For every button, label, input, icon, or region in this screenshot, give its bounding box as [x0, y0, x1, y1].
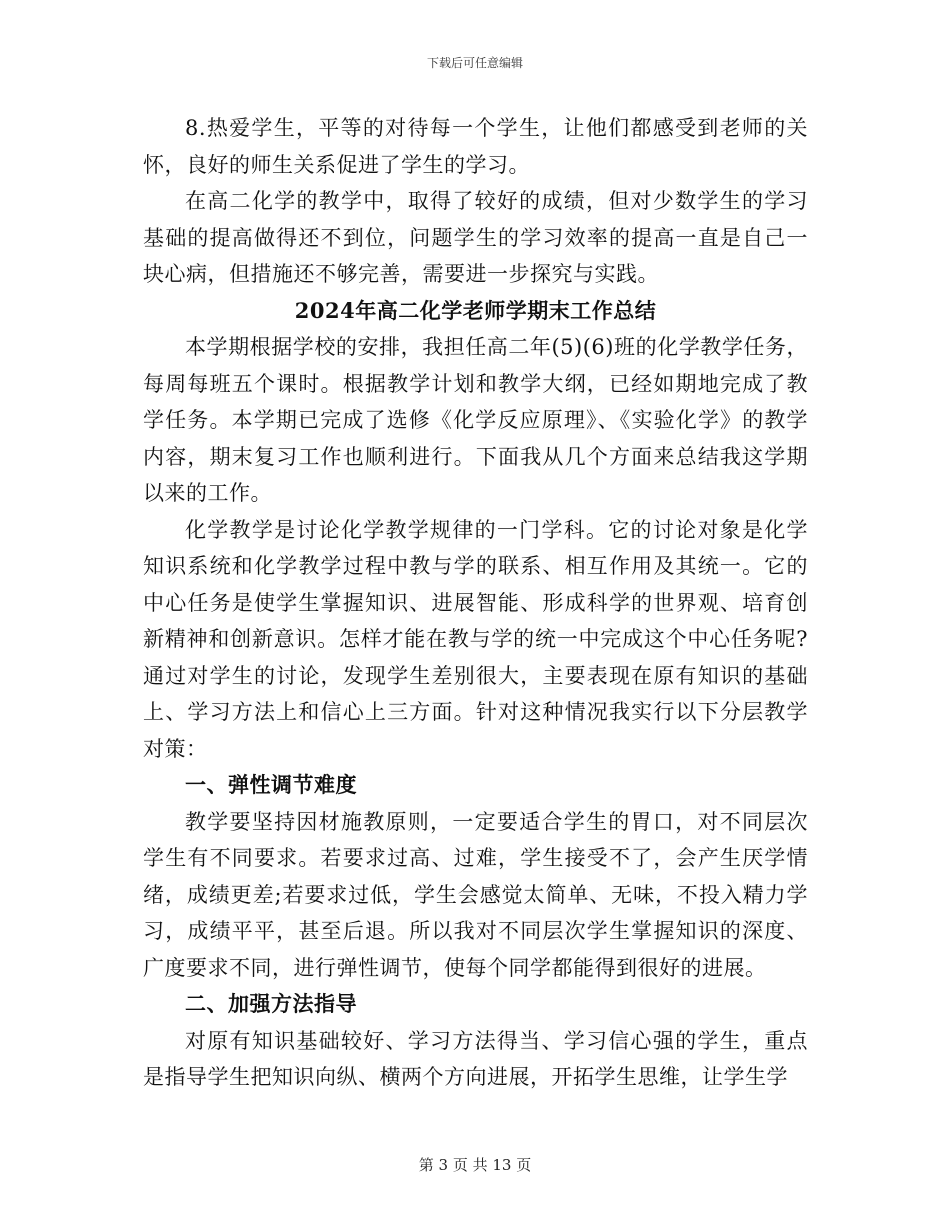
- paragraph: 化学教学是讨论化学教学规律的一门学科。它的讨论对象是化学知识系统和化学教学过程中教与学的联系、相互作用及其统一。它的中心任务是使学生掌握知识、进展智能、形成科学的世界观、培育创新精神和创新意识。怎样才能在教与学的统一中完成这个中心任务呢?通过对学生的讨论，发现学生差别很大，主要表现在原有知识的基础上、学习方法上和信心上三方面。针对这种情况我实行以下分层教学对策：: [143, 517, 808, 761]
- section-heading: 二、加强方法指导: [185, 991, 357, 1016]
- paragraph: 教学要坚持因材施教原则，一定要适合学生的胃口，对不同层次学生有不同要求。若要求过高、过难，学生接受不了，会产生厌学情绪，成绩更差;若要求过低，学生会感觉太简单、无味，不投入精力学习，成绩平平，甚至后退。所以我对不同层次学生掌握知识的深度、广度要求不同，进行弹性调节，使每个同学都能得到很好的进展。: [143, 809, 808, 980]
- document-body: [143, 110, 808, 1096]
- paragraph: 在高二化学的教学中，取得了较好的成绩，但对少数学生的学习基础的提高做得还不到位，问题学生的学习效率的提高一直是自己一块心病，但措施还不够完善，需要进一步探究与实践。: [143, 189, 808, 286]
- document-title: 2024年高二化学老师学期末工作总结: [294, 297, 657, 323]
- paragraph: 本学期根据学校的安排，我担任高二年(5)(6)班的化学教学任务，每周每班五个课时。根据教学计划和教学大纲，已经如期地完成了教学任务。本学期已完成了选修《化学反应原理》、《实验化学》的教学内容，期末复习工作也顺利进行。下面我从几个方面来总结我这学期以来的工作。: [143, 335, 808, 505]
- section-heading: 一、弹性调节难度: [185, 772, 357, 797]
- page-header-note: 下载后可任意编辑: [426, 56, 523, 70]
- page-number: 第 3 页 共 13 页: [418, 1156, 532, 1174]
- paragraph: 8.热爱学生，平等的对待每一个学生，让他们都感受到老师的关怀，良好的师生关系促进了学生的学习。: [143, 116, 808, 177]
- paragraph: 对原有知识基础较好、学习方法得当、学习信心强的学生，重点是指导学生把知识向纵、横两个方向进展，开拓学生思维，让学生学: [143, 1028, 808, 1089]
